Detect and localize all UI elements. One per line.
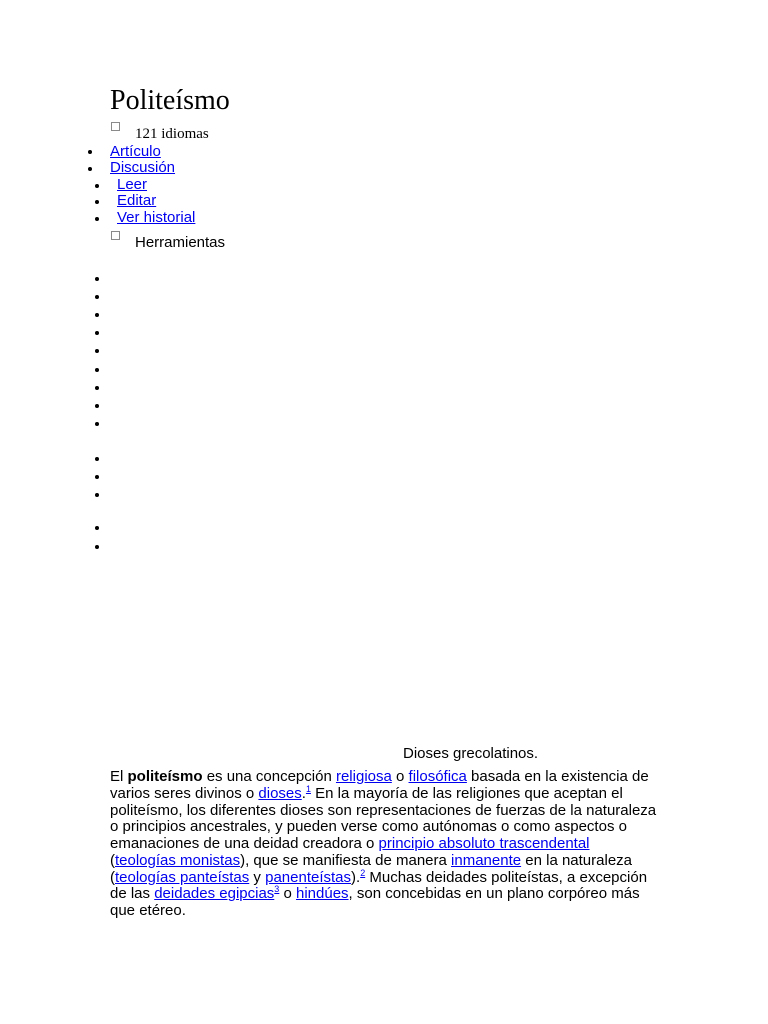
link-hindues[interactable]: hindúes [296,885,349,903]
tools-menu-bullet [95,493,99,497]
tools-menu-bullet [95,545,99,549]
link-religiosa[interactable]: religiosa [335,768,392,785]
tools-menu-bullet [95,386,99,390]
intro-text: ( [110,851,115,869]
reference-link-2[interactable]: 2 [360,867,366,878]
intro-text: En la mayoría de las religiones que aceptan el politeísmo, los diferentes dioses son representaciones de fuerzas de la naturaleza o principios ancestrales, y pueden verse como autónomas o como aspectos o emanaciones de una deidad creadora o [110,784,657,852]
intro-text: . [301,784,306,802]
intro-text: ). [351,868,361,886]
link-deidades-egipcias[interactable]: deidades egipcias [154,885,275,903]
tab-history[interactable]: Ver historial [117,209,196,226]
intro-text: en la naturaleza ( [110,851,633,886]
link-principio-absoluto[interactable]: principio absoluto trascendental [378,835,590,852]
tools-menu-bullet [95,277,99,281]
languages-label[interactable]: 121 idiomas [135,126,209,142]
intro-text: El [110,768,128,785]
intro-text: Muchas deidades politeístas, a excepción de las [110,868,648,903]
intro-text: ), que se manifiesta de manera [240,851,452,869]
tools-menu-bullet [95,313,99,317]
nav-bullet [95,217,99,221]
reference-link-3[interactable]: 3 [274,884,280,895]
figure-caption: Dioses grecolatinos. [403,745,539,762]
languages-checkbox[interactable] [111,122,120,131]
intro-text: o [391,768,409,785]
tools-menu-bullet [95,295,99,299]
reference-link-1[interactable]: 1 [305,783,311,794]
link-filosofica[interactable]: filosófica [408,768,467,785]
tools-menu-bullet [95,368,99,372]
tools-menu-bullet [95,331,99,335]
nav-bullet [88,150,92,154]
nav-bullet [95,184,99,188]
link-teologias-monistas[interactable]: teologías monistas [115,851,241,869]
intro-text: y [249,868,266,886]
link-teologias-panteistas[interactable]: teologías panteístas [115,868,250,886]
tab-edit[interactable]: Editar [117,192,157,209]
intro-term: politeísmo [127,768,203,785]
tools-menu-bullet [95,404,99,408]
link-panenteistas[interactable]: panenteístas [265,868,352,886]
intro-text: o [279,885,296,903]
tab-discussion[interactable]: Discusión [110,159,176,176]
tab-article[interactable]: Artículo [110,143,161,160]
tools-menu-bullet [95,475,99,479]
intro-text: basada en la existencia de varios seres divinos o [110,768,649,802]
nav-bullet [95,200,99,204]
nav-bullet [88,167,92,171]
link-dioses[interactable]: dioses [258,784,302,802]
page-title: Politeísmo [110,85,230,116]
tools-menu-bullet [95,457,99,461]
intro-text: es una concepción [202,768,336,785]
tab-read[interactable]: Leer [117,176,148,193]
intro-text: , son concebidas en un plano corpóreo más que etéreo. [110,885,640,919]
tools-label[interactable]: Herramientas [135,234,226,251]
tools-menu-bullet [95,349,99,353]
link-inmanente[interactable]: inmanente [451,851,522,869]
intro-paragraph [110,769,658,920]
tools-menu-bullet [95,526,99,530]
tools-menu-bullet [95,422,99,426]
tools-checkbox[interactable] [111,231,120,240]
